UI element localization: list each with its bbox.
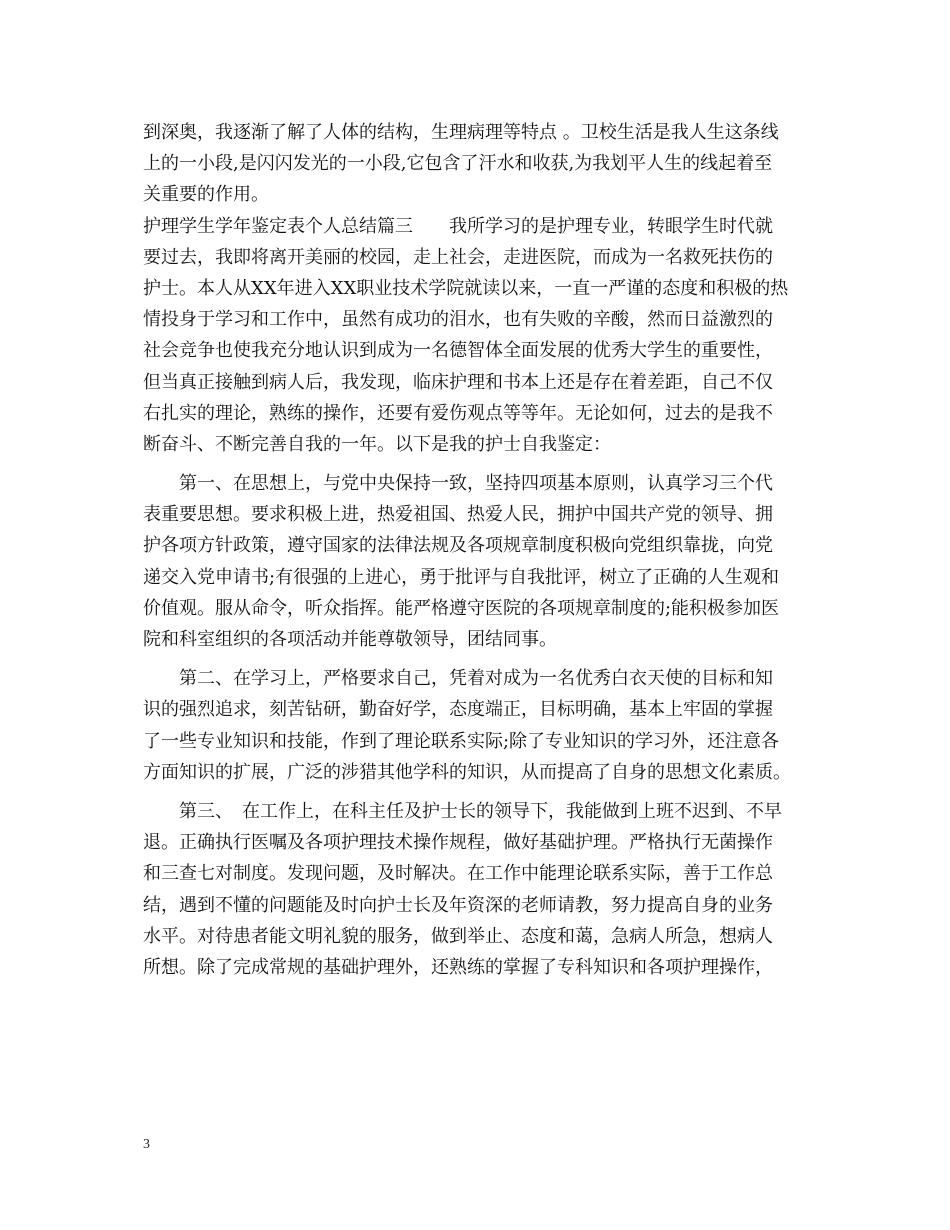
text-line: 但当真正接触到病人后，我发现，临床护理和书本上还是存在着差距，自己不仅 [143,371,773,393]
text-line: 院和科室组织的各项活动并能尊敬领导，团结同事。 [143,629,557,650]
section-heading-line: 护理学生学年鉴定表个人总结篇三 我所学习的是护理专业，转眼学生时代就 [143,215,773,237]
text-line: 方面知识的扩展，广泛的涉猎其他学科的知识，从而提高了自身的思想文化素质。 [143,761,791,783]
text-line: 递交入党申请书;有很强的上进心，勇于批评与自我批评，树立了正确的人生观和 [143,566,780,588]
text-line: 右扎实的理论，熟练的操作，还要有爱伤观点等等年。无论如何，过去的是我不 [143,402,773,424]
text-line: 退。正确执行医嘱及各项护理技术操作规程，做好基础护理。严格执行无菌操作 [143,832,773,854]
text-line: 护各项方针政策，遵守国家的法律法规及各项规章制度积极向党组织靠拢，向党 [143,535,773,557]
text-line: 所想。除了完成常规的基础护理外，还熟练的掌握了专科知识和各项护理操作， [143,956,773,978]
text-line: 关重要的作用。 [143,184,269,206]
paragraph-continuation [143,117,813,211]
text-line: 上的一小段,是闪闪发光的一小段,它包含了汗水和收获,为我划平人生的线起着至 [143,153,773,175]
text-line: 结，遇到不懂的问题能及时向护士长及年资深的老师请教，努力提高自身的业务 [143,894,773,916]
text-line: 第二、在学习上，严格要求自己，凭着对成为一名优秀白衣天使的目标和知 [179,668,773,690]
paragraph-section-three [143,211,813,461]
page-number: 3 [143,1137,150,1152]
text-line: 表重要思想。要求积极上进，热爱祖国、热爱人民，拥护中国共产党的领导、拥 [143,504,773,526]
text-line: 断奋斗、不断完善自我的一年。以下是我的护士自我鉴定： [143,433,611,455]
text-line: 第三、 在工作上，在科主任及护士长的领导下，我能做到上班不迟到、不早 [179,800,782,822]
paragraph-first [143,468,813,655]
text-line: 护士。本人从XX年进入XX职业技术学院就读以来，一直一严谨的态度和积极的热 [143,277,789,299]
text-line: 价值观。服从命令，听众指挥。能严格遵守医院的各项规章制度的;能积极参加医 [143,597,780,619]
text-line: 要过去，我即将离开美丽的校园，走上社会，走进医院，而成为一名救死扶伤的 [143,246,773,268]
text-line: 了一些专业知识和技能，作到了理论联系实际;除了专业知识的学习外，还注意各 [143,730,780,752]
paragraph-second [143,663,813,788]
document-body [143,117,813,983]
text-line: 第一、在思想上，与党中央保持一致，坚持四项基本原则，认真学习三个代 [179,473,773,495]
text-line: 和三查七对制度。发现问题，及时解决。在工作中能理论联系实际，善于工作总 [143,863,773,885]
paragraph-third [143,796,813,983]
text-line: 水平。对待患者能文明礼貌的服务，做到举止、态度和蔼，急病人所急，想病人 [143,925,773,947]
text-line: 社会竞争也使我充分地认识到成为一名德智体全面发展的优秀大学生的重要性， [143,340,773,362]
text-line: 到深奥，我逐渐了解了人体的结构，生理病理等特点 。卫校生活是我人生这条线 [143,122,779,143]
text-line: 情投身于学习和工作中，虽然有成功的泪水，也有失败的辛酸，然而日益激烈的 [143,309,773,331]
text-line: 识的强烈追求，刻苦钻研，勤奋好学，态度端正，目标明确，基本上牢固的掌握 [143,699,773,721]
